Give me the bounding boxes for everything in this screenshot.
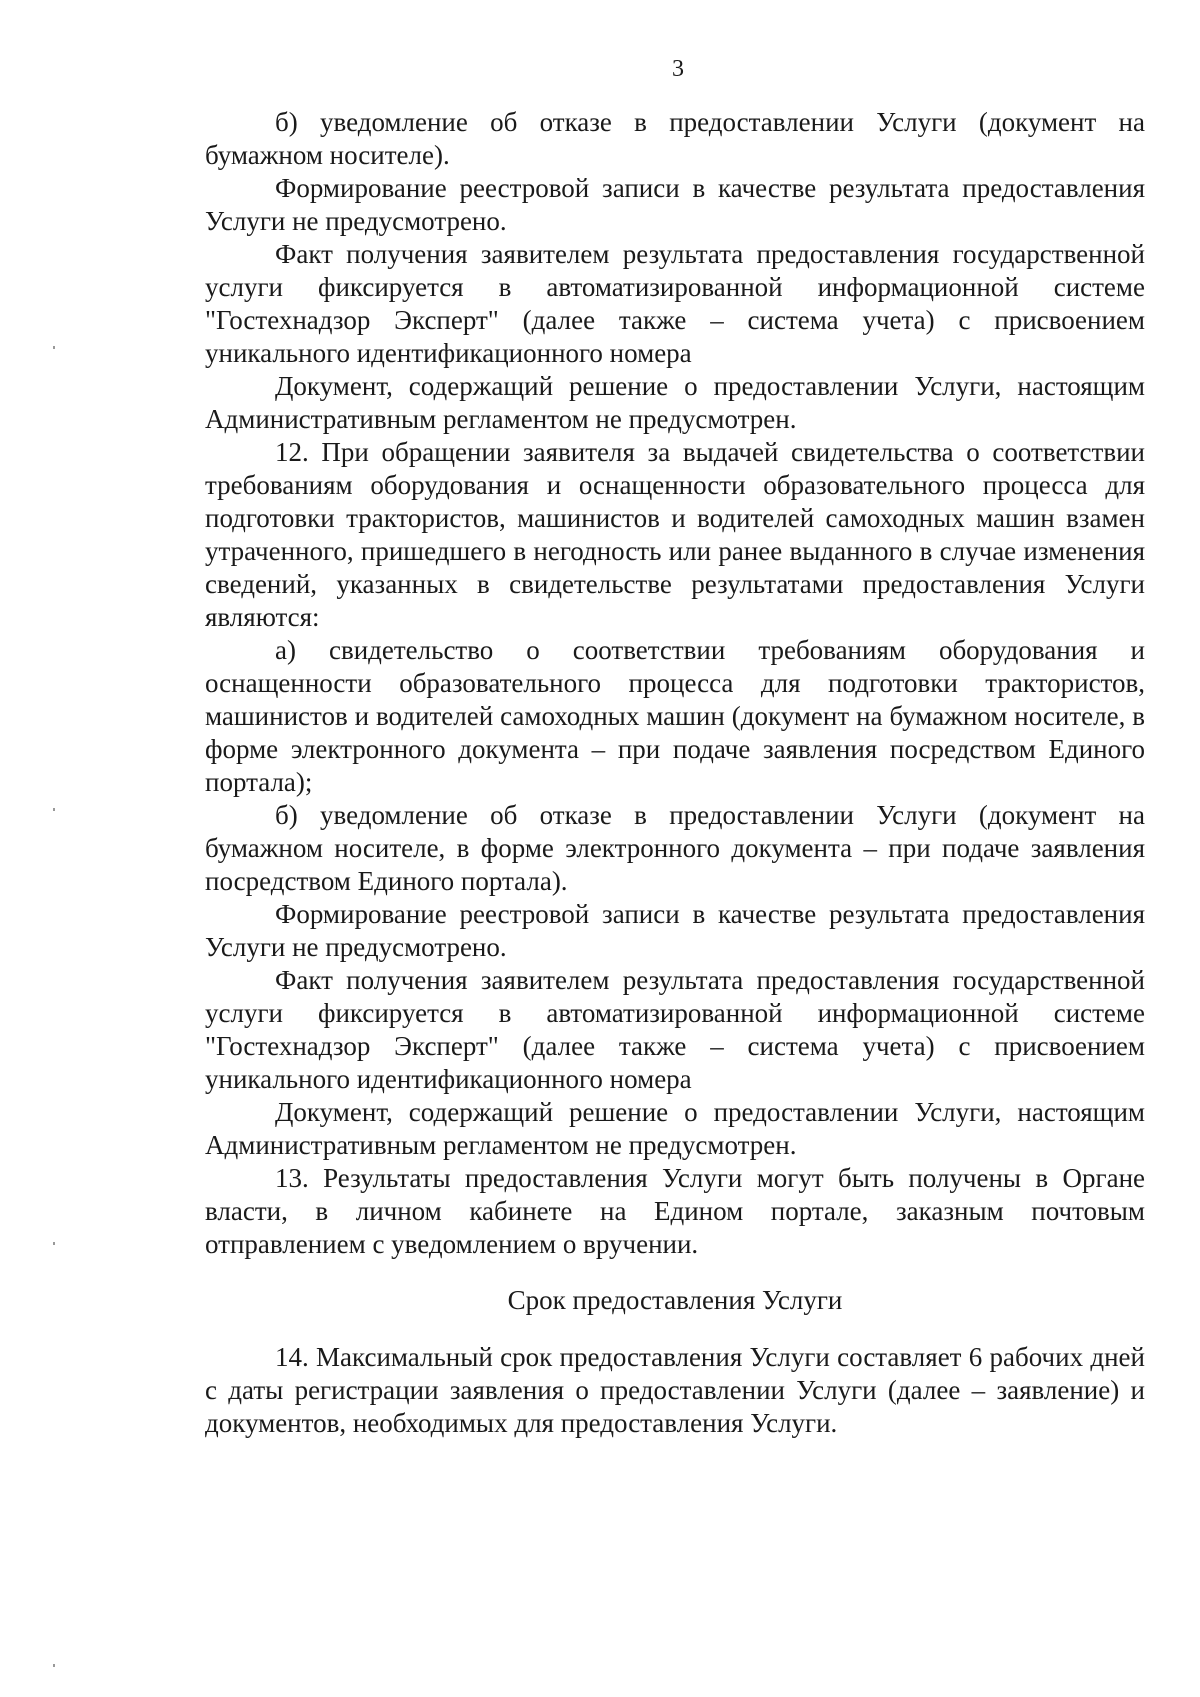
paragraph-receipt-fact: Факт получения заявителем результата предоставления государственной услуги фиксируется в автоматизированной информационной системе "Гостехнадзор Эксперт" (далее также – система учета) с присвоением уникального идентификационного номера — [205, 239, 1145, 368]
scan-speck — [53, 808, 55, 811]
paragraph-decision-document: Документ, содержащий решение о предоставлении Услуги, настоящим Административным регламентом не предусмотрен. — [205, 371, 1145, 434]
paragraph-registry-record-2: Формирование реестровой записи в качестве результата предоставления Услуги не предусмотрено. — [205, 899, 1145, 962]
section-heading: Срок предоставления Услуги — [507, 1285, 843, 1315]
paragraph-item-12: 12. При обращении заявителя за выдачей свидетельства о соответствии требованиям оборудования и оснащенности образовательного процесса для подготовки трактористов, машинистов и водителей самоходных машин взамен утраченного, пришедшего в негодность или ранее выданного в случае изменения сведений, указанных в свидетельстве результатами предоставления Услуги являются: — [205, 437, 1145, 632]
paragraph-receipt-fact-2: Факт получения заявителем результата предоставления государственной услуги фиксируется в автоматизированной информационной системе "Гостехнадзор Эксперт" (далее также – система учета) с присвоением уникального идентификационного номера — [205, 965, 1145, 1094]
page-number: 3 — [672, 56, 684, 82]
document-body — [205, 106, 1145, 1440]
scan-speck — [53, 1664, 55, 1667]
paragraph-result-notice: б) уведомление об отказе в предоставлении Услуги (документ на бумажном носителе). — [205, 107, 1145, 170]
paragraph-item-14: 14. Максимальный срок предоставления Услуги составляет 6 рабочих дней с даты регистрации заявления о предоставлении Услуги (далее – заявление) и документов, необходимых для предоставления Услуги. — [205, 1342, 1145, 1438]
scan-speck — [53, 346, 55, 349]
paragraph-registry-record: Формирование реестровой записи в качестве результата предоставления Услуги не предусмотрено. — [205, 173, 1145, 236]
paragraph-item-12-b: б) уведомление об отказе в предоставлении Услуги (документ на бумажном носителе, в форме электронного документа – при подаче заявления посредством Единого портала). — [205, 800, 1145, 896]
scan-speck — [53, 1242, 55, 1245]
paragraph-item-12-a: а) свидетельство о соответствии требованиям оборудования и оснащенности образовательного процесса для подготовки трактористов, машинистов и водителей самоходных машин (документ на бумажном носителе, в форме электронного документа – при подаче заявления посредством Единого портала); — [205, 635, 1145, 797]
paragraph-decision-document-2: Документ, содержащий решение о предоставлении Услуги, настоящим Административным регламентом не предусмотрен. — [205, 1097, 1145, 1160]
paragraph-item-13: 13. Результаты предоставления Услуги могут быть получены в Органе власти, в личном кабинете на Едином портале, заказным почтовым отправлением с уведомлением о вручении. — [205, 1163, 1145, 1259]
